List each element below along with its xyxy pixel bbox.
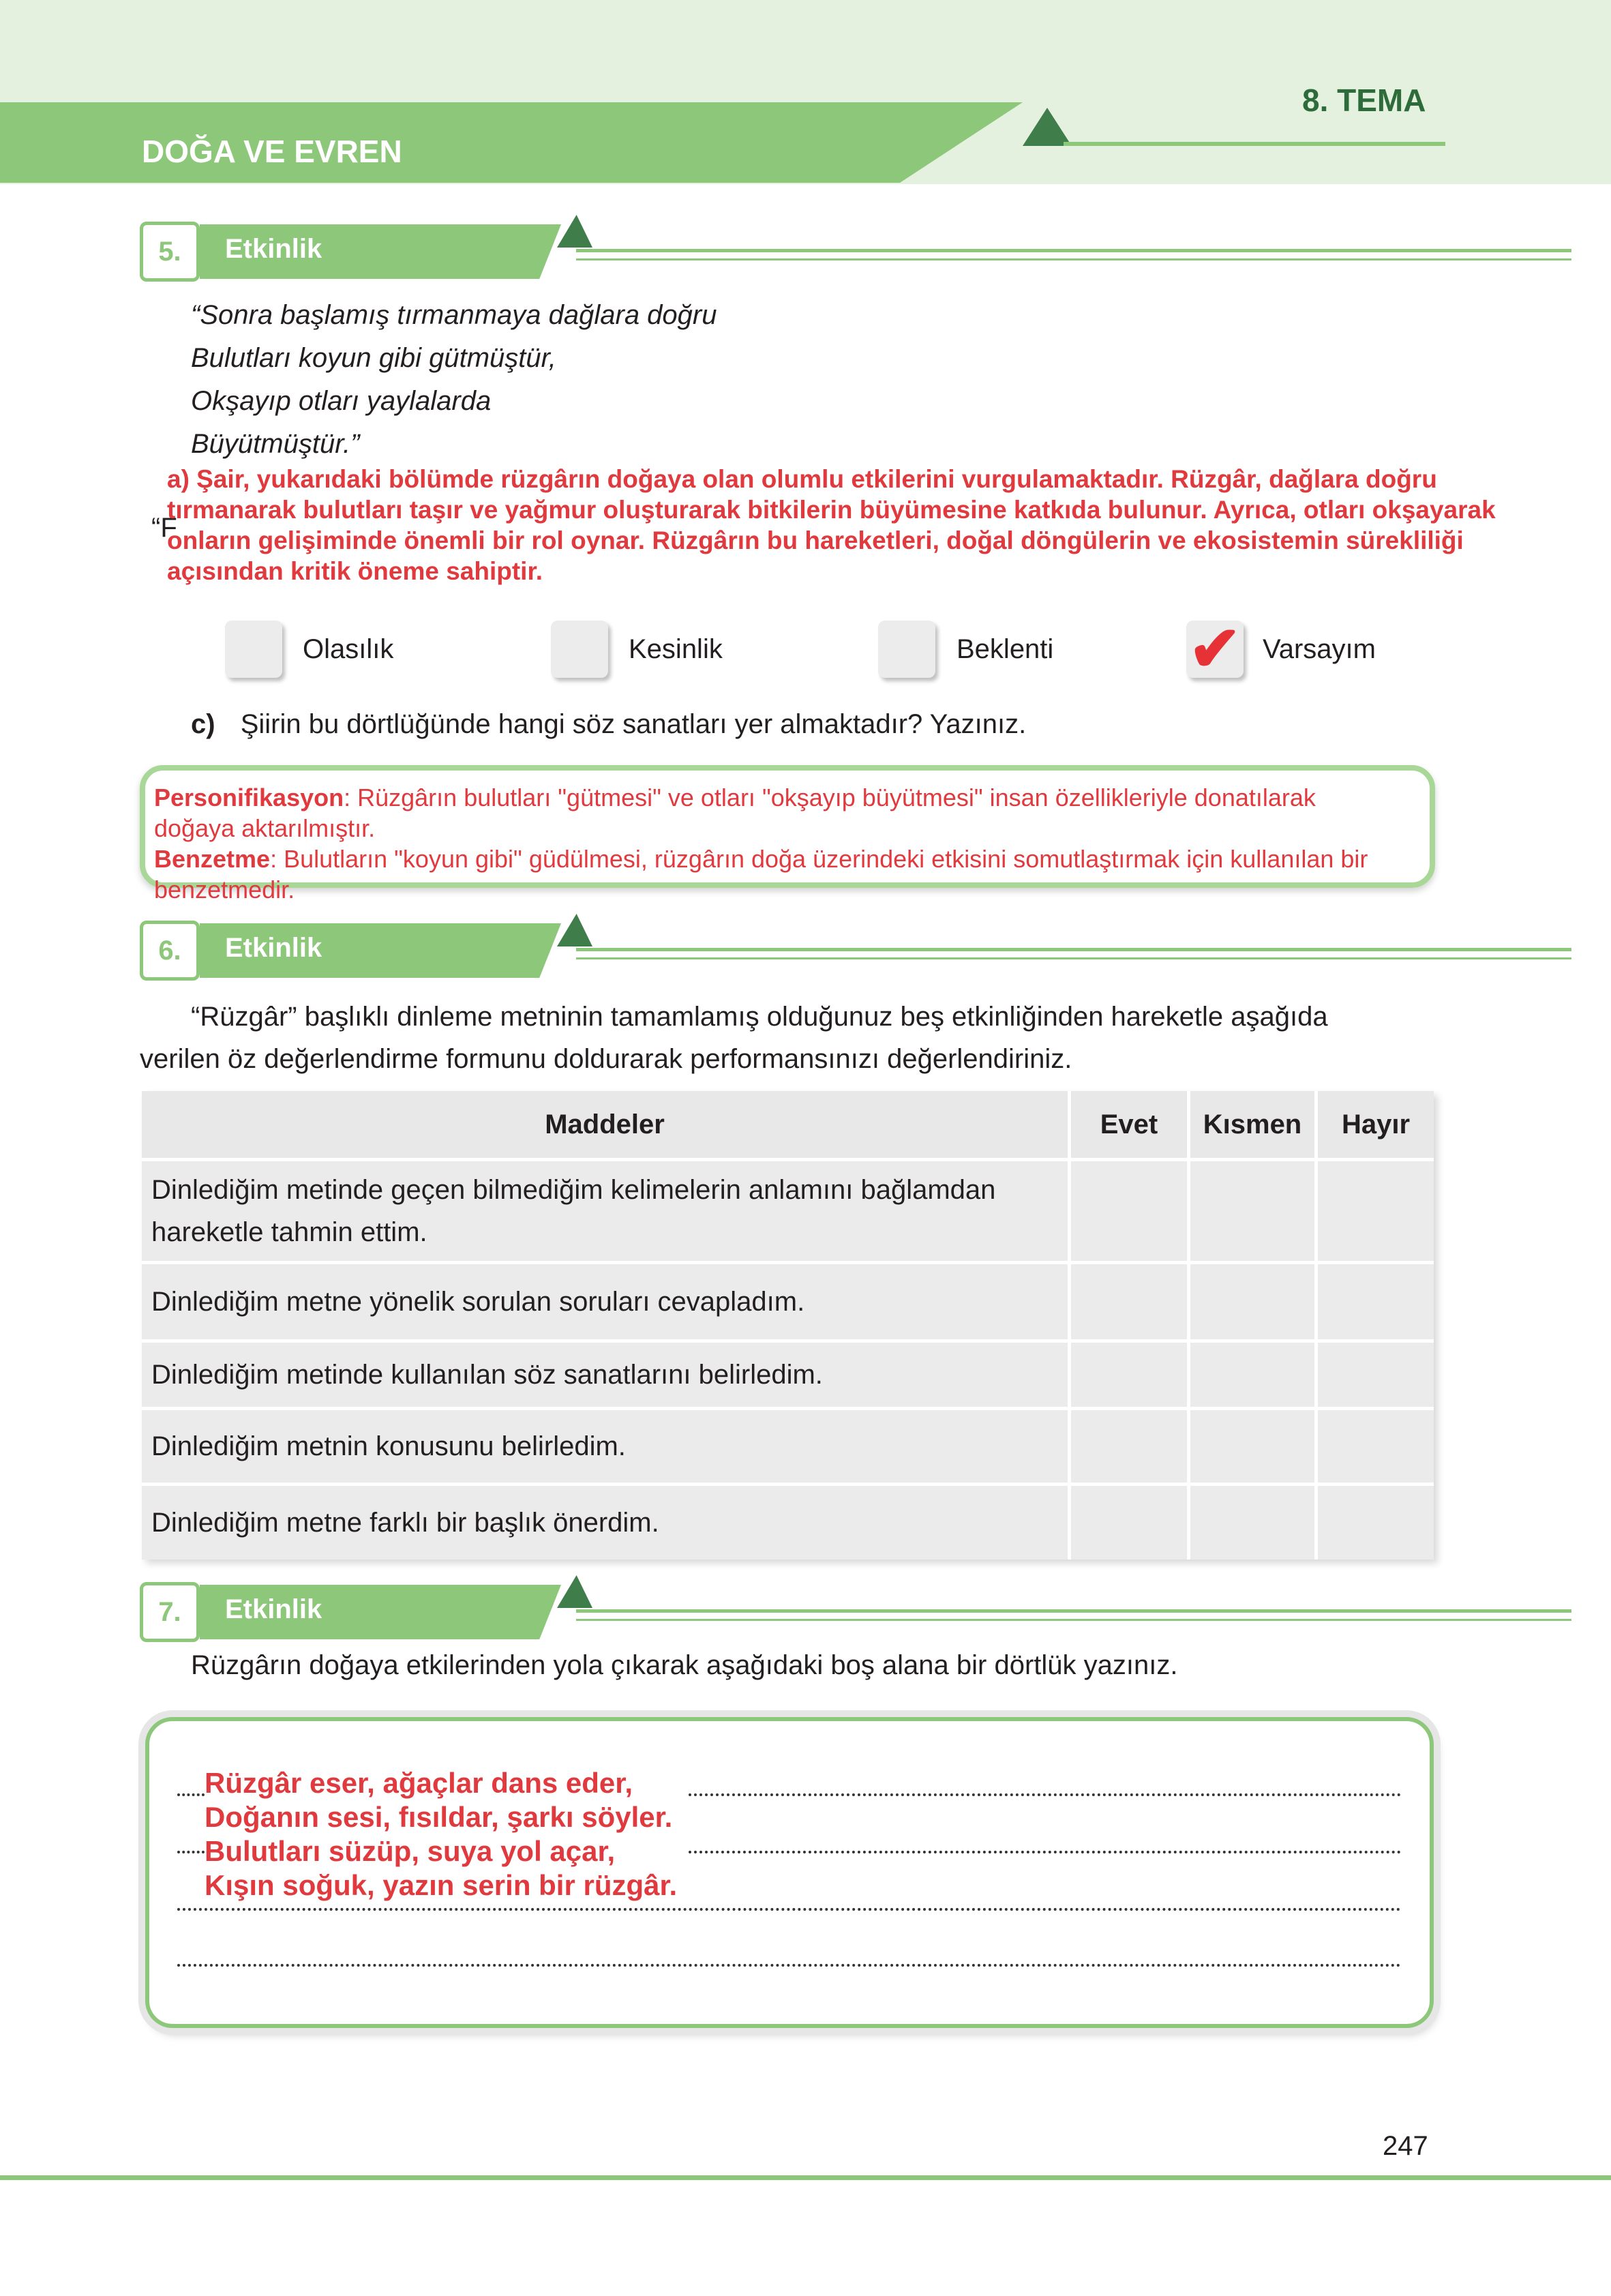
- header-rule: [1064, 142, 1445, 146]
- answer-c-text: [154, 782, 1422, 905]
- activity-rule: [576, 957, 1571, 959]
- question-c: [191, 709, 1026, 740]
- activity-5-header: [140, 222, 1435, 284]
- table-row: [142, 1158, 1434, 1261]
- activity-number: 7.: [158, 1597, 181, 1627]
- sanat-term-2: Benzetme: [154, 845, 271, 873]
- poem-line-2: Bulutları koyun gibi gütmüştür,: [191, 343, 556, 373]
- activity-ornament: [557, 215, 592, 248]
- instruction-line-2: verilen öz değerlendirme formunu doldurarak performansınızı değerlendiriniz.: [140, 1044, 1072, 1074]
- table-item: Dinlediğim metinde kullanılan söz sanatlarını belirledim.: [142, 1339, 1071, 1407]
- table-item: [142, 1158, 1071, 1261]
- question-c-text: Şiirin bu dörtlüğünde hangi söz sanatları yer almaktadır? Yazınız.: [240, 709, 1027, 739]
- cell-hayir[interactable]: [1318, 1261, 1434, 1339]
- option-label: Varsayım: [1263, 634, 1376, 664]
- answer-a-line-1: a) Şair, yukarıdaki bölümde rüzgârın doğaya olan olumlu etkilerini vurgulamaktadır. Rüzgâr, dağlara doğru: [167, 465, 1437, 493]
- cell-kismen[interactable]: [1190, 1339, 1318, 1407]
- poem-line-3: Okşayıp otları yaylalarda: [191, 386, 492, 416]
- option-label: Olasılık: [303, 634, 394, 664]
- poem-line-1: “Sonra başlamış tırmanmaya dağlara doğru: [191, 300, 717, 330]
- cell-hayir[interactable]: [1318, 1482, 1434, 1560]
- table-item: Dinlediğim metne farklı bir başlık önerdim.: [142, 1482, 1071, 1560]
- theme-label: 8. TEMA: [1302, 83, 1426, 118]
- activity-rule: [576, 249, 1571, 252]
- option-label: Beklenti: [957, 634, 1054, 664]
- table-row: [142, 1407, 1434, 1482]
- sanat-text-2b: benzetmedir.: [154, 876, 295, 904]
- sanat-term-1: Personifikasyon: [154, 784, 344, 811]
- table-item-line: hareketle tahmin ettim.: [151, 1217, 427, 1247]
- cell-evet[interactable]: [1071, 1261, 1190, 1339]
- cell-kismen[interactable]: [1190, 1482, 1318, 1560]
- cell-evet[interactable]: [1071, 1339, 1190, 1407]
- activity-number: 5.: [158, 237, 181, 267]
- dotted-line: [689, 1851, 1401, 1853]
- cell-kismen[interactable]: [1190, 1407, 1318, 1482]
- poem-answer-line-4: Kışın soğuk, yazın serin bir rüzgâr.: [205, 1869, 678, 1901]
- question-c-label: c): [191, 709, 215, 739]
- activity-6-header: [140, 921, 1435, 983]
- activity-7-instruction: Rüzgârın doğaya etkilerinden yola çıkarak aşağıdaki boş alana bir dörtlük yazınız.: [191, 1650, 1178, 1680]
- option-label: Kesinlik: [629, 634, 723, 664]
- column-header-evet: Evet: [1071, 1091, 1190, 1158]
- option-checkbox-kesinlik[interactable]: [551, 621, 608, 678]
- dotted-line: [177, 1964, 1401, 1967]
- cell-evet[interactable]: [1071, 1407, 1190, 1482]
- activity-label: Etkinlik: [225, 1594, 322, 1624]
- activity-number: 6.: [158, 936, 181, 966]
- poem-answer-line-1: Rüzgâr eser, ağaçlar dans eder,: [205, 1767, 633, 1799]
- poem-answer-line-2: Doğanın sesi, fısıldar, şarkı söyler.: [205, 1801, 673, 1833]
- dotted-line: [689, 1793, 1401, 1796]
- activity-ornament: [557, 914, 592, 946]
- cell-hayir[interactable]: [1318, 1158, 1434, 1261]
- activity-label: Etkinlik: [225, 234, 322, 264]
- activity-6-instruction: [140, 996, 1435, 1080]
- answer-a-line-2: tırmanarak bulutları taşır ve yağmur oluşturarak bitkilerin büyümesine katkıda bulunur. Ayrıca, otları okşayarak: [167, 496, 1496, 524]
- table-row: [142, 1482, 1434, 1560]
- sanat-text-1a: : Rüzgârın bulutları "gütmesi" ve otları "okşayıp büyütmesi" insan özellikleriyle donatılarak: [344, 784, 1316, 811]
- option-checkbox-varsayim[interactable]: [1186, 614, 1244, 684]
- activity-rule: [576, 1619, 1571, 1621]
- option-checkbox-beklenti[interactable]: [878, 621, 935, 678]
- cell-hayir[interactable]: [1318, 1407, 1434, 1482]
- page-number: 247: [1383, 2131, 1428, 2161]
- cell-kismen[interactable]: [1190, 1158, 1318, 1261]
- option-checkbox-olasilik[interactable]: [225, 621, 282, 678]
- table-row: [142, 1261, 1434, 1339]
- activity-ornament: [557, 1575, 592, 1608]
- table-item: Dinlediğim metnin konusunu belirledim.: [142, 1407, 1071, 1482]
- activity-rule: [576, 258, 1571, 260]
- column-header-maddeler: Maddeler: [142, 1091, 1071, 1158]
- poem-line-4: Büyütmüştür.”: [191, 429, 360, 459]
- cell-evet[interactable]: [1071, 1482, 1190, 1560]
- column-header-hayir: Hayır: [1318, 1091, 1434, 1158]
- activity-label: Etkinlik: [225, 933, 322, 963]
- column-header-kismen: Kısmen: [1190, 1091, 1318, 1158]
- answer-a: [167, 464, 1531, 586]
- quote-fragment: “F: [151, 513, 177, 543]
- activity-7-header: [140, 1582, 1435, 1645]
- poem-answer: [205, 1766, 677, 1903]
- cell-hayir[interactable]: [1318, 1339, 1434, 1407]
- cell-kismen[interactable]: [1190, 1261, 1318, 1339]
- activity-rule: [576, 948, 1571, 951]
- table-item-line: Dinlediğim metinde geçen bilmediğim kelimelerin anlamını bağlamdan: [151, 1175, 996, 1205]
- unit-title: DOĞA VE EVREN: [142, 134, 402, 169]
- answer-a-line-4: açısından kritik öneme sahiptir.: [167, 557, 543, 585]
- dotted-line: [177, 1851, 205, 1853]
- table-row: [142, 1339, 1434, 1407]
- check-icon: ✔: [1188, 614, 1241, 684]
- dotted-line: [177, 1908, 1401, 1911]
- table-header-row: [142, 1091, 1434, 1158]
- cell-evet[interactable]: [1071, 1158, 1190, 1261]
- instruction-line-1: “Rüzgâr” başlıklı dinleme metninin tamamlamış olduğunuz beş etkinliğinden hareketle aşağıda: [191, 1002, 1328, 1032]
- dotted-line: [177, 1793, 205, 1796]
- answer-a-line-3: onların gelişiminde önemli bir rol oynar. Rüzgârın bu hareketleri, doğal döngülerin ve ekosistemin sürekliliği: [167, 526, 1464, 554]
- footer-rule: [0, 2175, 1611, 2180]
- self-evaluation-table: [142, 1091, 1434, 1560]
- poem-answer-line-3: Bulutları süzüp, suya yol açar,: [205, 1835, 616, 1867]
- sanat-text-2a: : Bulutların "koyun gibi" güdülmesi, rüzgârın doğa üzerindeki etkisini somutlaştırmak için kullanılan bir: [270, 845, 1368, 873]
- table-item: Dinlediğim metne yönelik sorulan soruları cevapladım.: [142, 1261, 1071, 1339]
- sanat-text-1b: doğaya aktarılmıştır.: [154, 814, 376, 842]
- activity-rule: [576, 1609, 1571, 1613]
